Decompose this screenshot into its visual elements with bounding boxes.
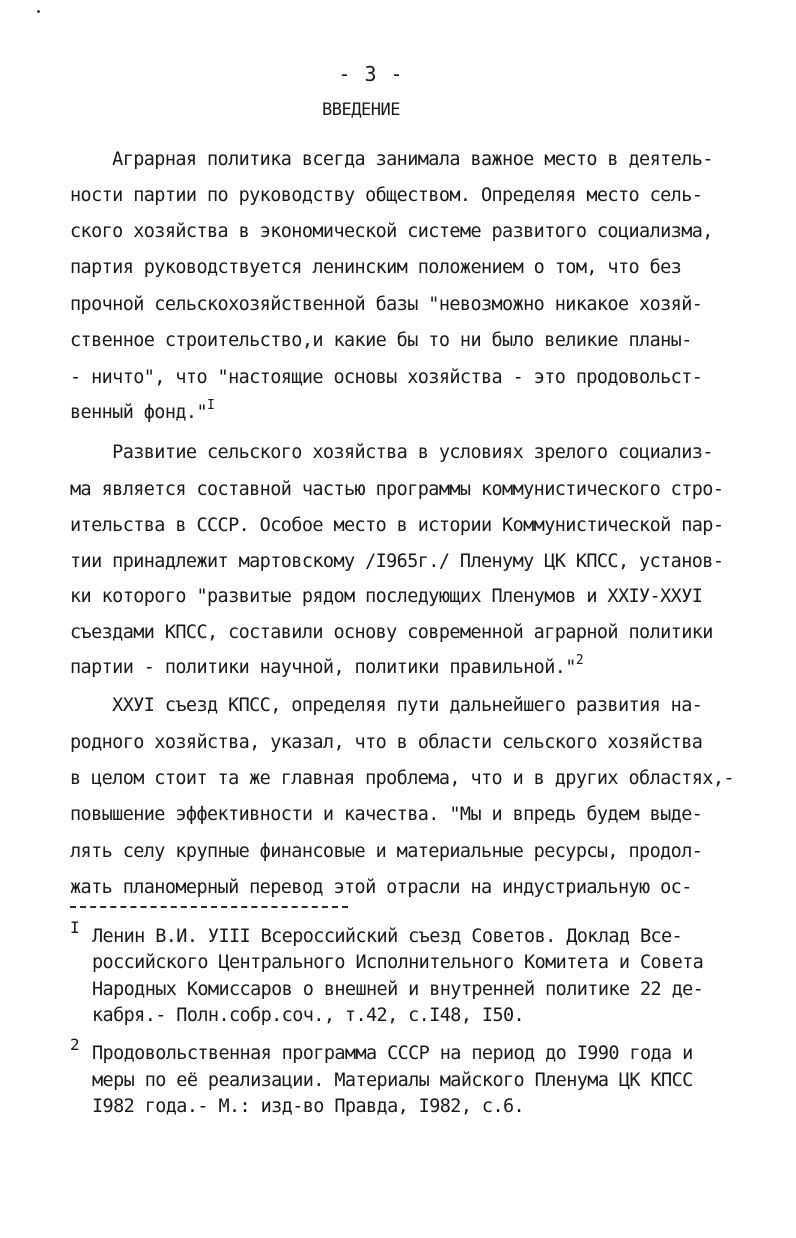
footnote-1-line-2: российского Центрального Исполнительного Комитета и Совета <box>92 952 704 973</box>
paragraph-1-line-2: ности партии по руководству обществом. Определяя место сель- <box>70 185 703 206</box>
footnote-1-line-1: Ленин В.И. УIII Всероссийский съезд Советов. Доклад Все- <box>92 926 683 947</box>
paragraph-3-line-5: лять селу крупные финансовые и материальные ресурсы, продол- <box>70 841 703 862</box>
footnote-1-marker: I <box>70 918 80 937</box>
paragraph-1-last-text: венный фонд." <box>70 402 207 423</box>
paragraph-2-line-1: Развитие сельского хозяйства в условиях зрелого социализ- <box>70 442 713 463</box>
footnote-separator <box>70 906 348 908</box>
paragraph-1-line-5: прочной сельскохозяйственной базы "невозможно никакое хозяй- <box>70 294 703 315</box>
footnote-ref-2: 2 <box>575 653 584 668</box>
paragraph-3-line-2: родного хозяйства, указал, что в области сельского хозяйства <box>70 732 703 753</box>
paragraph-2-last-text: партии - политики научной, политики правильной." <box>70 657 576 678</box>
footnote-1-line-4: кабря.- Полн.собр.соч., т.42, с.I48, I50. <box>92 1005 525 1026</box>
paragraph-1-line-8 <box>70 398 215 425</box>
paragraph-3-line-6: жать планомерный перевод этой отрасли на индустриальную ос- <box>70 877 692 898</box>
paragraph-2-line-5: ки которого "развитые рядом последующих Пленумов и XXIУ-XXУI <box>70 586 703 607</box>
footnote-2-line-2: меры по её реализации. Материалы майского Пленума ЦК КПСС <box>92 1070 693 1091</box>
paragraph-3-line-3: в целом стоит та же главная проблема, что и в других областях,- <box>70 768 734 789</box>
paragraph-3-line-4: повышение эффективности и качества. "Мы и впредь будем выде- <box>70 804 703 825</box>
footnote-2-line-1: Продовольственная программа СССР на период до I990 года и <box>92 1043 693 1064</box>
footnote-1-line-3: Народных Комиссаров о внешней и внутренней политике 22 де- <box>92 979 704 1000</box>
paragraph-2-line-7 <box>70 653 584 680</box>
footnote-2-marker: 2 <box>70 1035 80 1054</box>
paragraph-1-line-4: партия руководствуется ленинским положением о том, что без <box>70 257 682 278</box>
scan-speck <box>37 10 40 13</box>
paragraph-2-line-6: съездами КПСС, составили основу современной аграрной политики <box>70 622 713 643</box>
section-heading: ВВЕДЕНИЕ <box>322 100 400 120</box>
paragraph-1-line-6: ственное строительство,и какие бы то ни было великие планы- <box>70 330 692 351</box>
footnote-2-line-3: I982 года.- М.: изд-во Правда, I982, с.6. <box>92 1096 525 1117</box>
paragraph-1-line-3: ского хозяйства в экономической системе развитого социализма, <box>70 221 713 242</box>
paragraph-3-line-1: XXУI съезд КПСС, определяя пути дальнейшего развития на- <box>70 695 703 716</box>
footnote-ref-1: I <box>207 398 215 413</box>
paragraph-1-line-7: - ничто", что "настоящие основы хозяйства - это продовольст- <box>70 367 703 388</box>
paragraph-2-line-3: ительства в СССР. Особое место в истории Коммунистической пар- <box>70 515 724 536</box>
paragraph-2-line-2: ма является составной частью программы коммунистического стро- <box>70 479 724 500</box>
paragraph-2-line-4: тии принадлежит мартовскому /I965г./ Пленуму ЦК КПСС, установ- <box>70 551 724 572</box>
paragraph-1-line-1: Аграрная политика всегда занимала важное место в деятель- <box>70 149 713 170</box>
page-number: - 3 - <box>338 62 404 86</box>
